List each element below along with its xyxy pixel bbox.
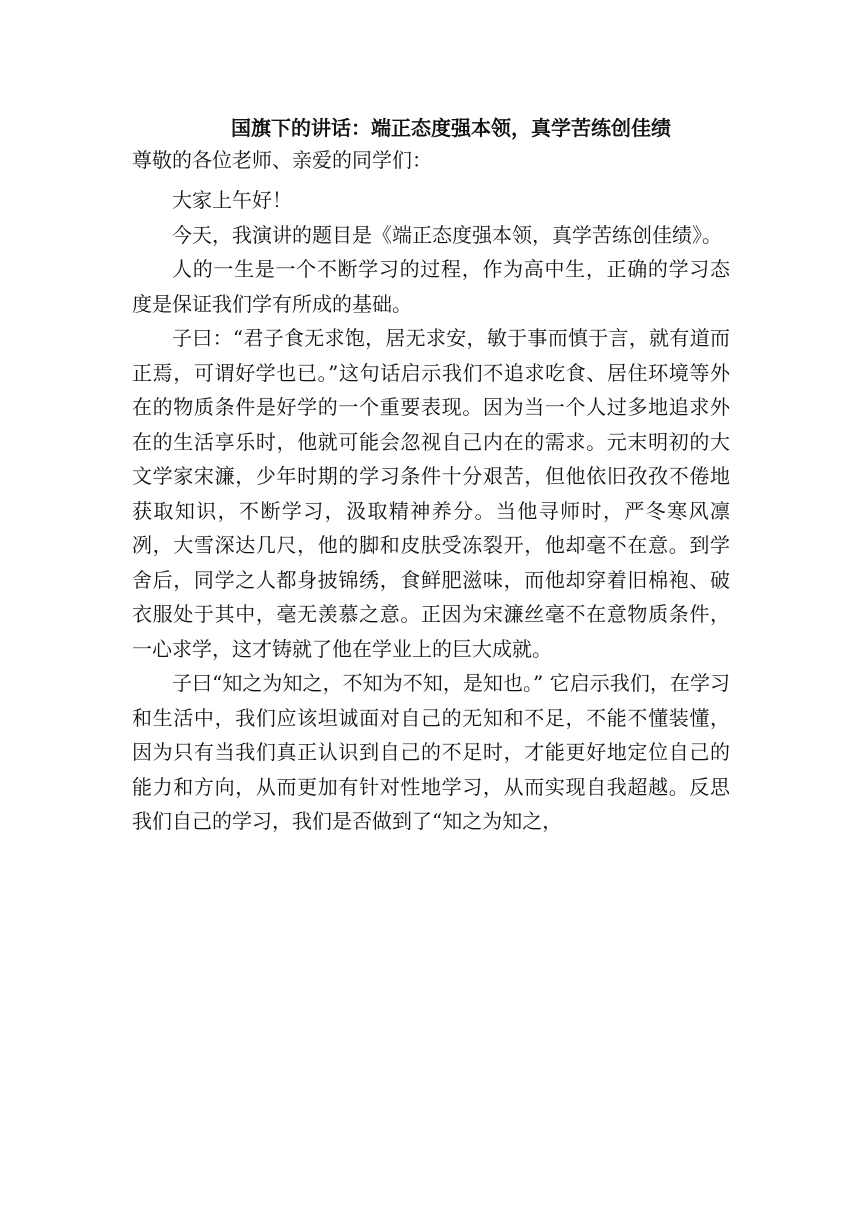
- paragraph-intro: 人的一生是一个不断学习的过程，作为高中生，正确的学习态度是保证我们学有所成的基础。: [132, 257, 730, 316]
- page-title: 国旗下的讲话：端正态度强本领，真学苦练创佳绩: [231, 116, 671, 140]
- paragraph-knowledge: 子曰“知之为知之，不知为不知，是知也。” 它启示我们，在学习和生活中，我们应该坦诚面对自己的无知和不足，不能不懂装懂，因为只有当我们真正认识到自己的不足时，才能更好地定位自己的能力和方向，从而更加有针对性地学习，从而实现自我超越。反思我们自己的学习，我们是否做到了“知之为知之，: [132, 671, 730, 833]
- paragraph-topic: 今天，我演讲的题目是《端正态度强本领，真学苦练创佳绩》。: [172, 222, 722, 247]
- document-body: [132, 113, 730, 839]
- paragraph-song-lian: 子曰：“君子食无求饱，居无求安，敏于事而慎于言，就有道而正焉，可谓好学也已。”这句话启示我们不追求吃食、居住环境等外在的物质条件是好学的一个重要表现。因为当一个人过多地追求外在的生活享乐时，他就可能会忽视自己内在的需求。元末明初的大文学家宋濂，少年时期的学习条件十分艰苦，但他依旧孜孜不倦地获取知识，不断学习，汲取精神养分。当他寻师时，严冬寒风凛冽，大雪深达几尺，他的脚和皮肤受冻裂开，他却毫不在意。到学舍后，同学之人都身披锦绣，食鲜肥滋味，而他却穿着旧棉袍、破衣服处于其中，毫无羡慕之意。正因为宋濂丝毫不在意物质条件，一心求学，这才铸就了他在学业上的巨大成就。: [132, 326, 730, 661]
- salutation: 尊敬的各位老师、亲爱的同学们：: [132, 148, 432, 172]
- paragraph-greeting: 大家上午好！: [172, 188, 292, 212]
